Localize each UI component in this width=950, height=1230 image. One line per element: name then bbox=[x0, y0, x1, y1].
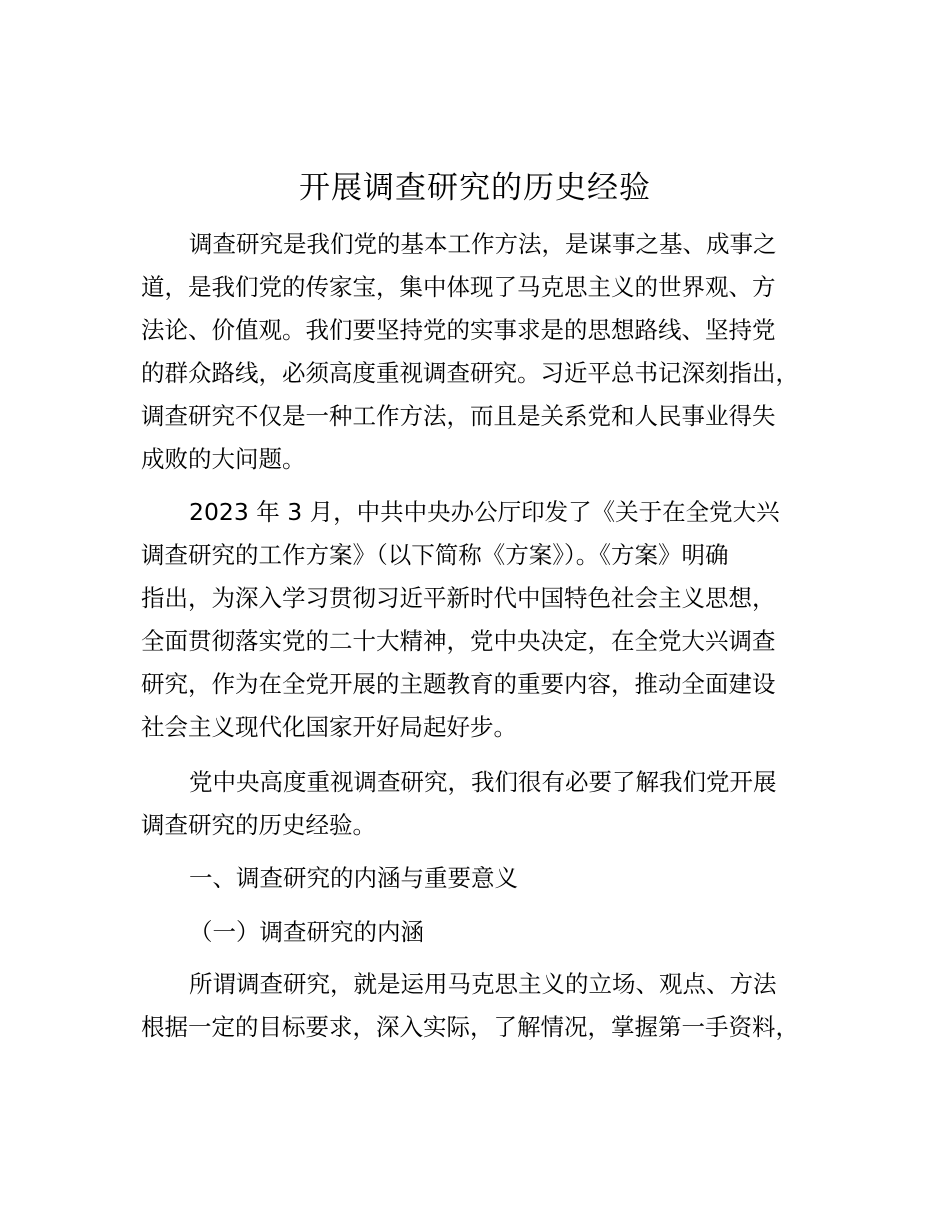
subsection-heading-text: （一）调查研究的内涵 bbox=[189, 918, 424, 946]
paragraph-line: 社会主义现代化国家开好局起好步。 bbox=[141, 713, 517, 741]
paragraph-line: 调查研究是我们党的基本工作方法，是谋事之基、成事之 bbox=[189, 230, 777, 258]
paragraph-line: 2023 年 3 月，中共中央办公厅印发了《关于在全党大兴 bbox=[189, 498, 780, 526]
paragraph-line: 调查研究的工作方案》（以下简称《方案》）。《方案》明确 bbox=[141, 541, 729, 569]
paragraph-line: 全面贯彻落实党的二十大精神，党中央决定，在全党大兴调查 bbox=[141, 627, 776, 655]
paragraph-line: 调查研究不仅是一种工作方法，而且是关系党和人民事业得失 bbox=[141, 402, 776, 430]
paragraph-line: 所谓调查研究，就是运用马克思主义的立场、观点、方法 bbox=[189, 970, 777, 998]
paragraph-line: 指出，为深入学习贯彻习近平新时代中国特色社会主义思想， bbox=[141, 584, 776, 612]
section-heading-text: 一、调查研究的内涵与重要意义 bbox=[189, 864, 518, 892]
paragraph-line: 的群众路线，必须高度重视调查研究。习近平总书记深刻指出， bbox=[141, 359, 799, 387]
paragraph-line: 根据一定的目标要求，深入实际，了解情况，掌握第一手资料， bbox=[141, 1013, 799, 1041]
paragraph-line: 道，是我们党的传家宝，集中体现了马克思主义的世界观、方 bbox=[141, 273, 776, 301]
document-title: 开展调查研究的历史经验 bbox=[299, 170, 651, 206]
paragraph-line: 法论、价值观。我们要坚持党的实事求是的思想路线、坚持党 bbox=[141, 316, 776, 344]
paragraph-line: 党中央高度重视调查研究，我们很有必要了解我们党开展 bbox=[189, 768, 777, 796]
paragraph-line: 调查研究的历史经验。 bbox=[141, 811, 376, 839]
paragraph-line: 成败的大问题。 bbox=[141, 445, 306, 473]
paragraph-line: 研究，作为在全党开展的主题教育的重要内容，推动全面建设 bbox=[141, 670, 776, 698]
